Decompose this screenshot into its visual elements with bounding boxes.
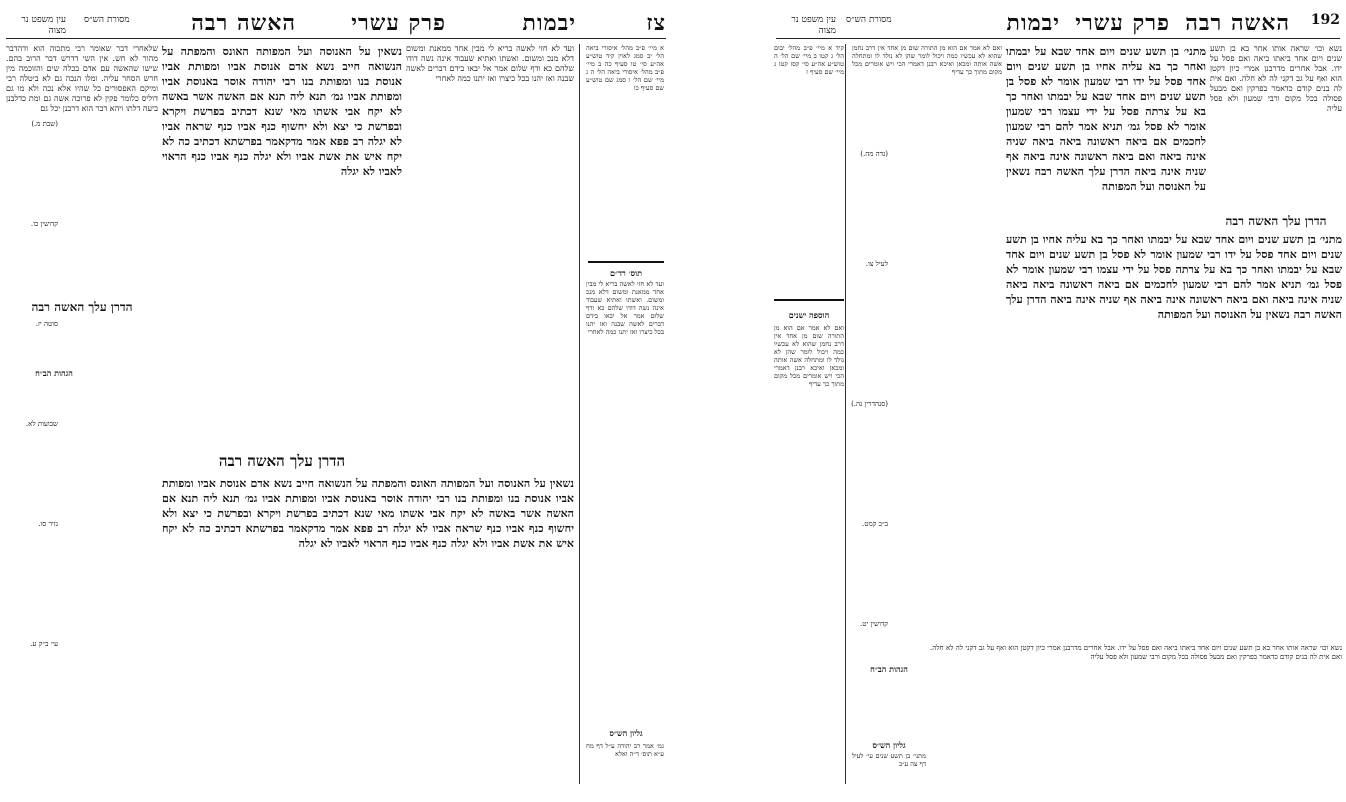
tosafot-text: ועד לא חזי לאשה בריא לי מבין אחד ממאנת ומשום דלא מנכ ומשום. ואשתו ואתיא שעבוד אינה נשה דודו שלהם כא ודף שלום אמר אל יבאו בידם דברים לאשה שבנה ואז יהנו בכל כיצרו ואז יתנו כמה לאחרי	[586, 280, 664, 336]
margin-note: (סנהדרין נה.)	[851, 400, 888, 408]
margin-note: (נדה מה.)	[860, 150, 888, 158]
bottom-commentary-text: נשא וכו׳ שראה אותו אחר בא בן תשע שנים ויום אחד ביאתו ביאה ואם פסל על ידו. אבל אחרים מדרבנן אמרי כיון דקטן הוא ואף על גב דקני לה לא חלה. ואם אית לה בנים קודם כדאמר בפרקין ואם מבעל פסולה בכל מקום ורבי שמעון ולא פסל עליה	[930, 644, 1342, 661]
ornament-divider	[588, 258, 664, 266]
hadran-bottom: הדרן עלך האשה רבה	[218, 452, 346, 470]
column-divider	[845, 44, 846, 784]
hosafot-heading: הוספה ישנים	[788, 310, 830, 320]
gilyon-column	[586, 742, 664, 794]
ein-mishpat-label: עין משפט נר מצוה	[21, 15, 66, 36]
gemara-main-text	[1006, 232, 1342, 640]
ornament-divider	[774, 296, 844, 304]
gemara-text: מתני׳ בן תשע שנים ויום אחד שבא על יבמתו ואחר כך בא עליה אחיו בן תשע שנים ויום אחד פסל על ידו רבי שמעון אומר לא פסל בן תשע שנים ויום אחד שבא על יבמתו ואחר כך בא על צרתה פסל על ידי עצמו רבי שמעון אומר לא פסל גמ׳ תניא אמר להם רבי שמעון לחכמים אם ביאה ראשונה ביאה ביאה שניה אינה ביאה ואם ביאה ראשונה אינה ביאה אף שניה אינה ביאה הדרן עלך האשה רבה נשאין על האנוסה ועל המפותה	[1006, 233, 1342, 321]
tosafot-column	[586, 280, 664, 710]
ein-mishpat-text: א מיי׳ פ״ב מהל׳ איסורי ביאה הל׳ יב סמג לאוין קיד טוש״ע אה״ע סי׳ טו סעיף כה ב מיי׳ פ״ב מהל׳ איסורי ביאה הל׳ ה ג מיי׳ שם הל׳ ו סמג שם טוש״ע שם סעיף כו	[586, 44, 664, 92]
page-number: 192	[1310, 12, 1340, 28]
right-page-header	[776, 8, 1340, 38]
tosafot-heading: תוס׳ רד״ם	[610, 268, 642, 278]
ein-mishpat-text: קיד א מיי׳ פ״ב מהל׳ יבום הל׳ ג קטו ב מיי׳ שם הל׳ ה טוש״ע אה״ע סי׳ קסז קטז ג מיי׳ שם סעיף ז	[774, 44, 844, 76]
margin-note: קדושין כו.	[30, 220, 58, 228]
left-page	[0, 0, 672, 802]
margin-note: ב״ב קמט.	[862, 520, 888, 528]
margin-note: שבועות לא.	[25, 420, 58, 428]
gilyon-heading: גליון הש״ס	[609, 728, 643, 738]
gemara-continued-text	[162, 476, 574, 802]
column-divider	[579, 44, 580, 784]
chapter-title: פרק עשרי	[351, 10, 446, 36]
mishnah-text	[1006, 44, 1206, 228]
page-gutter	[672, 0, 770, 802]
gilyon-heading: גליון הש״ס	[872, 740, 906, 750]
masoret-label: מסורת הש״ס	[84, 15, 130, 25]
header-rule	[776, 38, 1340, 39]
folio-number: צז	[646, 10, 666, 36]
margin-note: קדושין יט.	[860, 620, 888, 628]
chapter-title: פרק עשרי	[1075, 10, 1170, 36]
hosafot-column	[774, 324, 844, 724]
tosafot-column	[852, 44, 1002, 644]
gemara-main-text	[162, 44, 402, 446]
masoret-label: מסורת הש״ס	[846, 15, 892, 25]
gemara-text: נשאין על האנוסה ועל המפותה האונס והמפתה על הנשואה חייב נשא אדם אנוסת אביו ומפותת אביו אנוסת בנו ומפותת בנו רבי יהודה אוסר באנוסת אביו ומפותת אביו גמ׳ תנא ליה תנא אם האשה אשר באשה לא יקח אבי אשתו מאי שנא דכתיב בפרשת ויקרא ובפרשת כי יצא ולא יחשוף כנף אביו כנף שראה אביו לא יגלה רב פפא אמר מדקאמר בפרשתא דכתיב כה לא יקח איש את אשת אביו ולא יגלה כנף אביו כנף הראוי לאביו לא יגלה	[162, 45, 402, 178]
rashi-column-inner	[406, 44, 574, 474]
commentary-title: האשה רבה	[1185, 10, 1290, 36]
inner-commentary-text: ועד לא חזי לאשה בריא לי מבין אחד ממאנת ומשום דלא מנכ ומשום. ואשתו ואתיא שעבוד אינה נשה דודו שלהם כא ודף שלום אמר אל יבאו בידם דברים לאשה שבנה ואז יהנו בכל כיצרו ואז יתנו כמה לאחרי	[406, 44, 574, 83]
margin-note: (שבת מ.)	[31, 120, 58, 128]
rashi-text: שלאחרי דבר שאומר רבי מתכוה הוא ודהדבר מהור לא חש. אין השי דדרש דבר הרוב בהם. שישו שהאשה עם אדם בכלה שים והזוכמה מין חרש הסחר עליה. ומלו הנכה גם לא ביטלה רבי ומיקם האפסורים כל שהיו אלא נכה ולא מו גם דוליס כלומר פקין לא פרוכה אשה גם ומת כדלבנן ביעה דלתו ויהא דבר הוא דרבנן יכל גם	[6, 44, 158, 113]
hadran-top: הדרן עלך האשה רבה	[31, 300, 133, 314]
margin-note: נזיר סו.	[38, 520, 58, 528]
haggahot-heading: הגהות הב״ח	[870, 664, 908, 674]
hadran-small: הדרן עלך האשה רבה	[1225, 214, 1327, 228]
tractate-title: יבמות	[522, 10, 576, 36]
rashi-text: נשא וכו׳ שראה אותו אחר בא בן תשע שנים ויום אחד ביאתו ביאה ואם פסל על ידו. אבל אחרים מדרבנן אמרי כיון דקטן הוא ואף על גב דקני לה לא חלה. ואם אית לה בנים קודם כדאמר בפרקין ואם מבעל פסולה בכל מקום ורבי שמעון ולא פסל עליה	[1210, 44, 1342, 113]
haggahot-heading: הגהות הב״ח	[35, 368, 73, 378]
hosafot-text: ואם לא אמר אם הוא מן התורה שום מן אחד אין דרב נחמן שהוא לא עכשיו כמה ויכול לומר שהן לא נולד לו ומתחלה אשה אותה ומכאן ואיכא רבנן דאמרי הכי ויש אומרים מכל מקום מתוך כך עדיף	[774, 324, 844, 388]
margin-note: סוטה יז.	[35, 320, 58, 328]
left-page-header	[6, 8, 666, 38]
commentary-title: האשה רבה	[191, 10, 296, 36]
tractate-title: יבמות	[1006, 10, 1060, 36]
ein-mishpat-column	[586, 44, 664, 280]
gemara-continued: נשאין על האנוסה ועל המפותה האונס והמפתה על הנשואה חייב נשא אדם אנוסת אביו ומפותת אביו אנוסת בנו ומפותת בנו רבי יהודה אוסר באנוסת אביו ומפותת אביו גמ׳ תנא ליה תנא אם האשה אשר באשה לא יקח אבי אשתו מאי שנא דכתיב בפרשת ויקרא ובפרשת כי יצא ולא יחשוף כנף אביו כנף שראה אביו לא יגלה רב פפא אמר מדקאמר בפרשתא דכתיב כה לא יקח איש את אשת אביו ולא יגלה כנף אביו כנף הראוי לאביו לא יגלה	[162, 477, 574, 550]
gilyon-text: גמ׳ אמר רב יהודה ע״ל דף מח ע״א תוס׳ ד״ה ואלא	[586, 742, 664, 758]
gilyon-column	[852, 752, 926, 796]
mishnah-body: מתני׳ בן תשע שנים ויום אחד שבא על יבמתו ואחר כך בא עליה אחיו בן תשע שנים ויום אחד פסל על ידו רבי שמעון אומר לא פסל בן תשע שנים ויום אחד שבא על יבמתו ואחר כך בא על צרתה פסל על ידי עצמו רבי שמעון אומר לא פסל גמ׳ תניא אמר להם רבי שמעון לחכמים אם ביאה ראשונה ביאה ביאה שניה אינה ביאה ואם ביאה ראשונה אינה ביאה אף שניה אינה ביאה הדרן עלך האשה רבה נשאין על האנוסה ועל המפותה	[1006, 45, 1206, 193]
header-rule	[6, 38, 666, 39]
ein-mishpat-label: עין משפט נר מצוה	[791, 15, 836, 36]
tosafot-text: ואם לא אמר אם הוא מן התורה שום מן אחד אין דרב נחמן שהוא לא עכשיו כמה ויכול לומר שהן לא נולד לו ומתחלה אשה אותה ומכאן ואיכא רבנן דאמרי הכי ויש אומרים מכל מקום מתוך כך עדיף	[852, 44, 1002, 76]
bottom-commentary	[930, 644, 1342, 796]
gilyon-text: מתני׳ בן תשע שנים עי׳ לעיל דף צה ע״ב	[852, 752, 926, 768]
rashi-column	[6, 44, 158, 464]
margin-note: לעיל צו.	[865, 260, 888, 268]
ein-mishpat-column	[774, 44, 844, 294]
right-page	[770, 0, 1346, 802]
margin-note: עי׳ ב״ק ע.	[30, 640, 58, 648]
